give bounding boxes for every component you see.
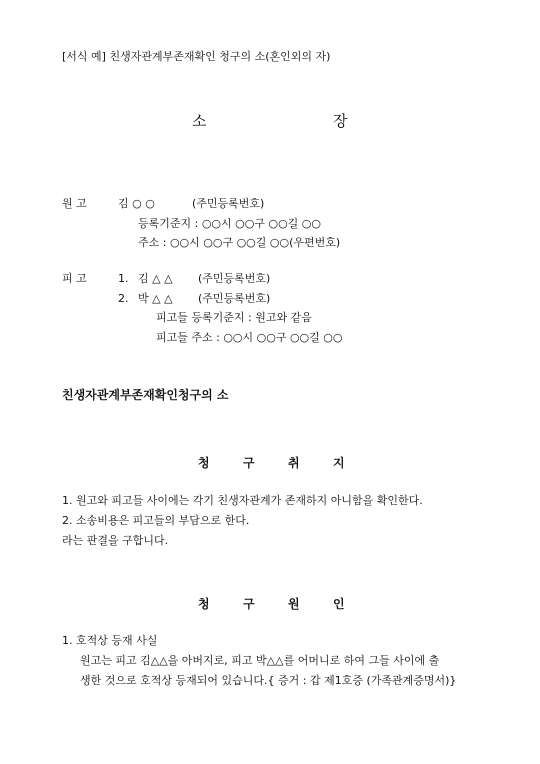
defendant-1-id-note: (주민등록번호): [198, 272, 271, 285]
claim-purpose-heading-char-3: 취: [288, 456, 300, 470]
defendants-address: 피고들 주소 : ○○시 ○○구 ○○길 ○○: [156, 331, 343, 344]
claim-purpose-heading-char-4: 지: [333, 456, 345, 470]
defendant-1-num: 1.: [118, 272, 129, 285]
defendant-2-id-note: (주민등록번호): [198, 292, 271, 305]
defendant-role: 피 고: [62, 272, 87, 285]
plaintiff-id-note: (주민등록번호): [192, 197, 265, 210]
title-char-1: 소: [192, 112, 207, 130]
plaintiff-role: 원 고: [62, 197, 87, 210]
claim-purpose-line-1: 1. 원고와 피고들 사이에는 각기 친생자관계가 존재하지 아니함을 확인한다.: [62, 494, 423, 507]
plaintiff-registry-base: 등록기준지 : ○○시 ○○구 ○○길 ○○: [138, 217, 321, 230]
claim-purpose-line-3: 라는 판결을 구합니다.: [62, 534, 169, 547]
case-name: 친생자관계부존재확인청구의 소: [62, 388, 229, 402]
title-char-2: 장: [333, 112, 348, 130]
defendant-2-name: 박 △ △: [138, 292, 173, 305]
plaintiff-name: 김 ○ ○: [118, 197, 155, 210]
form-label: [서식 예] 친생자관계부존재확인 청구의 소(혼인외의 자): [62, 50, 331, 63]
claim-cause-heading-char-1: 청: [198, 597, 210, 611]
claim-cause-item-1-line-2: 생한 것으로 호적상 등재되어 있습니다.{ 증거 : 갑 제1호증 (가족관계증명서)}: [80, 674, 457, 687]
defendant-1-name: 김 △ △: [138, 272, 173, 285]
claim-purpose-line-2: 2. 소송비용은 피고들의 부담으로 한다.: [62, 514, 250, 527]
claim-purpose-heading-char-1: 청: [198, 456, 210, 470]
defendant-2-num: 2.: [118, 292, 129, 305]
claim-cause-item-1-title: 1. 호적상 등재 사실: [62, 634, 158, 647]
claim-cause-item-1-line-1: 원고는 피고 김△△을 아버지로, 피고 박△△를 어머니로 하여 그들 사이에 출: [80, 654, 440, 667]
plaintiff-address: 주소 : ○○시 ○○구 ○○길 ○○(우편번호): [138, 236, 341, 249]
claim-cause-heading-char-3: 원: [288, 597, 300, 611]
claim-cause-heading-char-2: 구: [243, 597, 255, 611]
claim-purpose-heading-char-2: 구: [243, 456, 255, 470]
claim-cause-heading-char-4: 인: [333, 597, 345, 611]
defendants-registry-base: 피고들 등록기준지 : 원고와 같음: [156, 311, 312, 324]
